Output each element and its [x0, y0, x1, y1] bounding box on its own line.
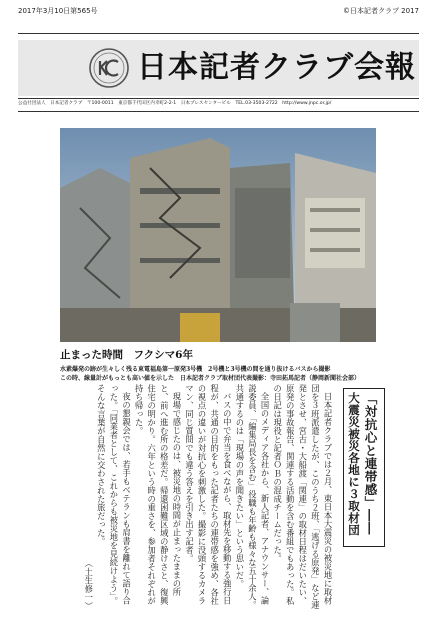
- article-headline: [344, 389, 380, 547]
- top-rule: [18, 33, 419, 34]
- reactor-building-image: [60, 128, 376, 342]
- article-body: [54, 384, 334, 610]
- info-rule: [18, 111, 419, 112]
- paragraph: バスの中で弁当を食べながら、取材先を移動する強行日程が、共通の目的をもった記者たちの連帯感を強め、各社の視点の違いが対抗心を刺激した。撮影に没頭するカメラマン、同じ質問でも違う答えを引き出す記者。: [184, 384, 233, 605]
- masthead-rule: [18, 98, 419, 99]
- top-line: [18, 6, 419, 18]
- issue-date: 2017年3月10日第565号: [18, 7, 98, 15]
- masthead: [18, 40, 419, 96]
- reactor-photo: [60, 128, 376, 342]
- byline: （土生修一）: [83, 559, 94, 610]
- article-text: [82, 384, 334, 610]
- paragraph: 全国のメディア各社から、新人記者、アナウンサー、論説委員、「編集局長を含む」役職も年齢も様々な五十余人。共通するのは「現場の声を聞きたい」という思いだ。: [234, 384, 271, 610]
- club-logo-icon: [88, 47, 130, 89]
- copyright: ©日本記者クラブ 2017: [342, 7, 419, 15]
- photo-caption-1: 水素爆発の跡が生々しく残る東電福島第一原発3号機 2号機と3号機の間を通り抜けるバスから撮影: [60, 366, 331, 373]
- publisher-info: 公益社団法人 日本記者クラブ 〒100-0011 東京都千代田区内幸町2-2-1 日本プレスセンタービル TEL.03-3503-2722 http://www.jnpc.or.jp/: [18, 101, 332, 106]
- paragraph: 夜の懇親会では、若手もベテランも肩書を離れて語り合った。「同業者として、これからも被災地を見続けよう」。そんな言葉が自然に交わされた旅だった。: [96, 384, 132, 606]
- paragraph: 現場で感じたのは、被災地の時間が止まったままの所と、前へ進む所の格差だ。帰還困難区域の静けさと、復興住宅の明かり。六年という時の重さを、参加者それぞれが持ち帰った。: [134, 384, 182, 605]
- masthead-title: 日本記者クラブ会報: [137, 50, 416, 85]
- photo-caption-2: この時、線量計がもっとも高い値を示した 日本記者クラブ取材団代表撮影：寺田拓馬記者（静岡新聞社会部）: [60, 375, 361, 382]
- headline-line-1: 「対抗心と連帯感」――: [363, 392, 378, 535]
- article-headline-box: [343, 388, 385, 547]
- photo-title: 止まった時間 フクシマ6年: [60, 349, 193, 361]
- paragraph: 日本記者クラブでは２月、東日本大震災の被災地に取材団を３班派遣したが、このうち２班、「逃げる原発」など連発とさせ、宮古・大船渡「関連」の取材日程はだいたい、原発の事故報告、関連する活動を含む番組でもあった。私の日記は現役と記者ＯＢの混成チームだった。: [272, 384, 333, 610]
- headline-line-2: 大震災被災各地に３取材団: [347, 392, 361, 536]
